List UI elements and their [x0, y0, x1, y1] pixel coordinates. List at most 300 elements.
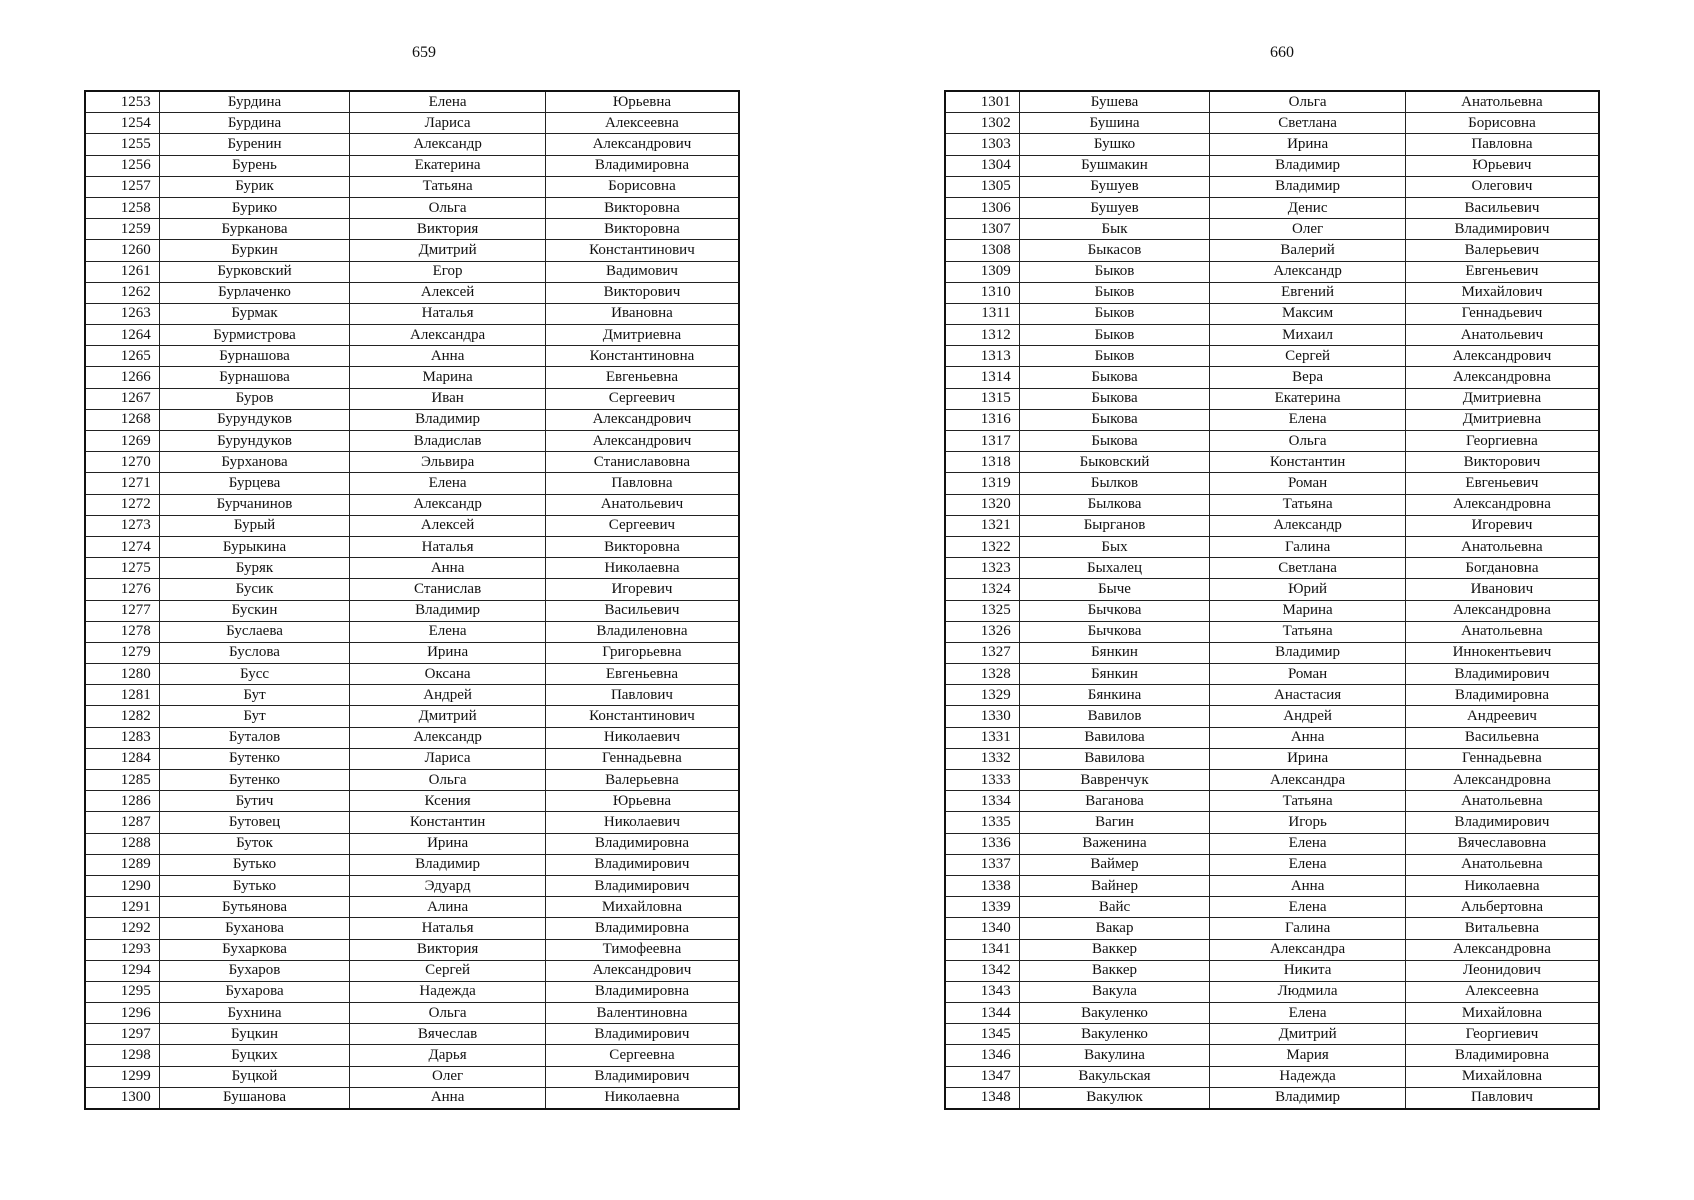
row-number: 1286: [85, 791, 159, 812]
patronymic-cell: Игоревич: [545, 579, 739, 600]
surname-cell: Бурдина: [159, 113, 350, 134]
table-row: [945, 367, 1599, 388]
row-number: 1330: [945, 706, 1019, 727]
surname-cell: Бурундуков: [159, 431, 350, 452]
surname-cell: Быргaнов: [1019, 515, 1210, 536]
row-number: 1337: [945, 854, 1019, 875]
patronymic-cell: Геннадьевна: [1405, 748, 1599, 769]
table-row: [85, 1045, 739, 1066]
table-row: [945, 727, 1599, 748]
table-row: [945, 515, 1599, 536]
patronymic-cell: Тимофеевна: [545, 939, 739, 960]
row-number: 1255: [85, 134, 159, 155]
surname-cell: Буряк: [159, 558, 350, 579]
first-name-cell: Ольга: [350, 1003, 546, 1024]
row-number: 1308: [945, 240, 1019, 261]
first-name-cell: Надежда: [350, 981, 546, 1002]
table-row: [945, 1087, 1599, 1109]
first-name-cell: Светлана: [1210, 113, 1406, 134]
patronymic-cell: Александровна: [1405, 600, 1599, 621]
surname-cell: Буров: [159, 388, 350, 409]
patronymic-cell: Альбертовна: [1405, 897, 1599, 918]
row-number: 1270: [85, 452, 159, 473]
patronymic-cell: Анатольевна: [1405, 791, 1599, 812]
patronymic-cell: Андреевич: [1405, 706, 1599, 727]
surname-cell: Быхалец: [1019, 558, 1210, 579]
table-row: [85, 367, 739, 388]
surname-cell: Бутовец: [159, 812, 350, 833]
row-number: 1321: [945, 515, 1019, 536]
row-number: 1287: [85, 812, 159, 833]
table-row: [85, 854, 739, 875]
patronymic-cell: Александровна: [1405, 939, 1599, 960]
patronymic-cell: Михайловна: [1405, 1066, 1599, 1087]
first-name-cell: Константин: [1210, 452, 1406, 473]
table-row: [85, 642, 739, 663]
row-number: 1325: [945, 600, 1019, 621]
patronymic-cell: Григорьевна: [545, 642, 739, 663]
row-number: 1279: [85, 642, 159, 663]
patronymic-cell: Павловна: [1405, 134, 1599, 155]
table-row: [945, 981, 1599, 1002]
table-row: [85, 134, 739, 155]
row-number: 1317: [945, 431, 1019, 452]
row-number: 1266: [85, 367, 159, 388]
patronymic-cell: Сергеевич: [545, 515, 739, 536]
patronymic-cell: Викторовна: [545, 536, 739, 557]
table-row: [85, 282, 739, 303]
surname-cell: Ваймер: [1019, 854, 1210, 875]
surname-cell: Бурцева: [159, 473, 350, 494]
table-row: [85, 664, 739, 685]
table-row: [945, 91, 1599, 113]
first-name-cell: Анна: [350, 558, 546, 579]
patronymic-cell: Владимирович: [1405, 219, 1599, 240]
surname-cell: Бурдина: [159, 91, 350, 113]
table-row: [85, 981, 739, 1002]
surname-cell: Важенина: [1019, 833, 1210, 854]
patronymic-cell: Михайлович: [1405, 282, 1599, 303]
first-name-cell: Владимир: [1210, 1087, 1406, 1109]
first-name-cell: Александр: [1210, 261, 1406, 282]
row-number: 1332: [945, 748, 1019, 769]
row-number: 1263: [85, 303, 159, 324]
table-row: [85, 918, 739, 939]
patronymic-cell: Юрьевна: [545, 91, 739, 113]
surname-cell: Бурлаченко: [159, 282, 350, 303]
table-row: [945, 897, 1599, 918]
first-name-cell: Александр: [350, 727, 546, 748]
row-number: 1258: [85, 197, 159, 218]
surname-cell: Вакульская: [1019, 1066, 1210, 1087]
table-row: [945, 621, 1599, 642]
first-name-cell: Ирина: [350, 642, 546, 663]
table-row: [85, 770, 739, 791]
table-row: [85, 812, 739, 833]
patronymic-cell: Сергеевич: [545, 388, 739, 409]
patronymic-cell: Вячеславовна: [1405, 833, 1599, 854]
first-name-cell: Ольга: [1210, 431, 1406, 452]
first-name-cell: Екатерина: [350, 155, 546, 176]
surname-cell: Бурый: [159, 515, 350, 536]
row-number: 1272: [85, 494, 159, 515]
surname-cell: Бут: [159, 706, 350, 727]
row-number: 1277: [85, 600, 159, 621]
first-name-cell: Елена: [1210, 833, 1406, 854]
patronymic-cell: Геннадьевна: [545, 748, 739, 769]
surname-cell: Вакулюк: [1019, 1087, 1210, 1109]
row-number: 1253: [85, 91, 159, 113]
surname-cell: Вакуленко: [1019, 1003, 1210, 1024]
surname-cell: Буслаева: [159, 621, 350, 642]
table-row: [945, 918, 1599, 939]
surname-cell: Бянкин: [1019, 664, 1210, 685]
first-name-cell: Владимир: [1210, 176, 1406, 197]
first-name-cell: Анна: [350, 346, 546, 367]
row-number: 1311: [945, 303, 1019, 324]
table-row: [85, 579, 739, 600]
patronymic-cell: Викторович: [1405, 452, 1599, 473]
table-row: [945, 854, 1599, 875]
first-name-cell: Анастасия: [1210, 685, 1406, 706]
first-name-cell: Наталья: [350, 918, 546, 939]
patronymic-cell: Викторовна: [545, 219, 739, 240]
patronymic-cell: Станиславовна: [545, 452, 739, 473]
surname-cell: Буслова: [159, 642, 350, 663]
table-row: [85, 685, 739, 706]
table-row: [85, 303, 739, 324]
first-name-cell: Владимир: [1210, 642, 1406, 663]
row-number: 1346: [945, 1045, 1019, 1066]
surname-cell: Быков: [1019, 303, 1210, 324]
row-number: 1316: [945, 409, 1019, 430]
patronymic-cell: Александрович: [545, 431, 739, 452]
table-row: [85, 558, 739, 579]
surname-cell: Вавилова: [1019, 727, 1210, 748]
surname-cell: Бурыкина: [159, 536, 350, 557]
patronymic-cell: Евгеньевич: [1405, 473, 1599, 494]
surname-cell: Былкова: [1019, 494, 1210, 515]
surname-cell: Бурнашова: [159, 346, 350, 367]
row-number: 1336: [945, 833, 1019, 854]
row-number: 1290: [85, 875, 159, 896]
first-name-cell: Александра: [1210, 770, 1406, 791]
row-number: 1291: [85, 897, 159, 918]
patronymic-cell: Алексеевна: [545, 113, 739, 134]
row-number: 1262: [85, 282, 159, 303]
first-name-cell: Вячеслав: [350, 1024, 546, 1045]
surname-cell: Бутич: [159, 791, 350, 812]
table-row: [945, 197, 1599, 218]
right-page-number: 660: [1270, 44, 1294, 61]
table-row: [945, 664, 1599, 685]
table-row: [945, 303, 1599, 324]
patronymic-cell: Анатольевна: [1405, 854, 1599, 875]
patronymic-cell: Викторович: [545, 282, 739, 303]
row-number: 1285: [85, 770, 159, 791]
table-row: [85, 1024, 739, 1045]
surname-cell: Бушуев: [1019, 197, 1210, 218]
first-name-cell: Дарья: [350, 1045, 546, 1066]
patronymic-cell: Владимировна: [1405, 1045, 1599, 1066]
first-name-cell: Татьяна: [350, 176, 546, 197]
surname-cell: Бушина: [1019, 113, 1210, 134]
row-number: 1259: [85, 219, 159, 240]
patronymic-cell: Владимирович: [1405, 664, 1599, 685]
first-name-cell: Никита: [1210, 960, 1406, 981]
first-name-cell: Елена: [350, 621, 546, 642]
surname-cell: Бусик: [159, 579, 350, 600]
patronymic-cell: Юрьевна: [545, 791, 739, 812]
table-row: [945, 939, 1599, 960]
first-name-cell: Алексей: [350, 515, 546, 536]
first-name-cell: Вера: [1210, 367, 1406, 388]
row-number: 1338: [945, 875, 1019, 896]
table-row: [85, 791, 739, 812]
surname-cell: Быкова: [1019, 409, 1210, 430]
first-name-cell: Андрей: [350, 685, 546, 706]
patronymic-cell: Геннадьевич: [1405, 303, 1599, 324]
table-row: [945, 473, 1599, 494]
patronymic-cell: Игоревич: [1405, 515, 1599, 536]
patronymic-cell: Валерьевна: [545, 770, 739, 791]
patronymic-cell: Евгеньевна: [545, 367, 739, 388]
first-name-cell: Надежда: [1210, 1066, 1406, 1087]
row-number: 1294: [85, 960, 159, 981]
surname-cell: Бычкова: [1019, 621, 1210, 642]
table-row: [945, 113, 1599, 134]
surname-cell: Вайнер: [1019, 875, 1210, 896]
table-row: [945, 642, 1599, 663]
surname-cell: Буханова: [159, 918, 350, 939]
first-name-cell: Владимир: [350, 409, 546, 430]
table-row: [85, 409, 739, 430]
row-number: 1274: [85, 536, 159, 557]
row-number: 1299: [85, 1066, 159, 1087]
table-row: [945, 812, 1599, 833]
patronymic-cell: Владимировна: [545, 918, 739, 939]
first-name-cell: Наталья: [350, 536, 546, 557]
table-row: [85, 219, 739, 240]
first-name-cell: Екатерина: [1210, 388, 1406, 409]
first-name-cell: Станислав: [350, 579, 546, 600]
table-row: [85, 515, 739, 536]
patronymic-cell: Евгеньевич: [1405, 261, 1599, 282]
patronymic-cell: Владимировна: [545, 833, 739, 854]
table-row: [85, 113, 739, 134]
row-number: 1280: [85, 664, 159, 685]
surname-cell: Бурнашова: [159, 367, 350, 388]
patronymic-cell: Павловна: [545, 473, 739, 494]
table-row: [945, 346, 1599, 367]
first-name-cell: Александра: [350, 325, 546, 346]
surname-cell: Былков: [1019, 473, 1210, 494]
patronymic-cell: Дмитриевна: [1405, 409, 1599, 430]
surname-cell: Бухаркова: [159, 939, 350, 960]
row-number: 1296: [85, 1003, 159, 1024]
first-name-cell: Михаил: [1210, 325, 1406, 346]
table-row: [945, 431, 1599, 452]
surname-cell: Бянкина: [1019, 685, 1210, 706]
first-name-cell: Роман: [1210, 473, 1406, 494]
patronymic-cell: Валентиновна: [545, 1003, 739, 1024]
table-row: [945, 791, 1599, 812]
surname-cell: Буталов: [159, 727, 350, 748]
patronymic-cell: Владимировна: [1405, 685, 1599, 706]
first-name-cell: Иван: [350, 388, 546, 409]
table-row: [945, 219, 1599, 240]
row-number: 1305: [945, 176, 1019, 197]
patronymic-cell: Павлович: [545, 685, 739, 706]
row-number: 1288: [85, 833, 159, 854]
right-name-table: [944, 90, 1600, 1110]
surname-cell: Быков: [1019, 261, 1210, 282]
first-name-cell: Галина: [1210, 536, 1406, 557]
patronymic-cell: Васильевна: [1405, 727, 1599, 748]
patronymic-cell: Александрович: [545, 409, 739, 430]
surname-cell: Бухаров: [159, 960, 350, 981]
patronymic-cell: Владимирович: [545, 854, 739, 875]
first-name-cell: Ирина: [1210, 748, 1406, 769]
surname-cell: Бушева: [1019, 91, 1210, 113]
patronymic-cell: Михайловна: [1405, 1003, 1599, 1024]
patronymic-cell: Анатольевич: [1405, 325, 1599, 346]
row-number: 1318: [945, 452, 1019, 473]
surname-cell: Быкова: [1019, 367, 1210, 388]
row-number: 1300: [85, 1087, 159, 1109]
surname-cell: Вакула: [1019, 981, 1210, 1002]
table-row: [85, 1003, 739, 1024]
patronymic-cell: Дмитриевна: [545, 325, 739, 346]
patronymic-cell: Александровна: [1405, 367, 1599, 388]
surname-cell: Буцкин: [159, 1024, 350, 1045]
patronymic-cell: Леонидович: [1405, 960, 1599, 981]
surname-cell: Вакуленко: [1019, 1024, 1210, 1045]
table-row: [945, 579, 1599, 600]
surname-cell: Бухнина: [159, 1003, 350, 1024]
surname-cell: Бурханова: [159, 452, 350, 473]
surname-cell: Бутенко: [159, 770, 350, 791]
row-number: 1303: [945, 134, 1019, 155]
patronymic-cell: Анатольевич: [545, 494, 739, 515]
row-number: 1304: [945, 155, 1019, 176]
surname-cell: Бянкин: [1019, 642, 1210, 663]
table-row: [85, 155, 739, 176]
first-name-cell: Елена: [350, 91, 546, 113]
row-number: 1278: [85, 621, 159, 642]
first-name-cell: Лариса: [350, 748, 546, 769]
first-name-cell: Дмитрий: [1210, 1024, 1406, 1045]
first-name-cell: Олег: [1210, 219, 1406, 240]
table-row: [85, 176, 739, 197]
surname-cell: Быx: [1019, 536, 1210, 557]
table-row: [85, 897, 739, 918]
surname-cell: Ваганова: [1019, 791, 1210, 812]
first-name-cell: Татьяна: [1210, 494, 1406, 515]
patronymic-cell: Васильевич: [545, 600, 739, 621]
row-number: 1312: [945, 325, 1019, 346]
row-number: 1345: [945, 1024, 1019, 1045]
row-number: 1329: [945, 685, 1019, 706]
first-name-cell: Виктория: [350, 939, 546, 960]
first-name-cell: Оксана: [350, 664, 546, 685]
surname-cell: Быков: [1019, 346, 1210, 367]
table-row: [945, 240, 1599, 261]
first-name-cell: Егор: [350, 261, 546, 282]
table-row: [85, 536, 739, 557]
patronymic-cell: Георгиевич: [1405, 1024, 1599, 1045]
first-name-cell: Максим: [1210, 303, 1406, 324]
surname-cell: Бухарова: [159, 981, 350, 1002]
table-row: [945, 282, 1599, 303]
left-page-number: 659: [412, 44, 436, 61]
row-number: 1315: [945, 388, 1019, 409]
table-row: [945, 388, 1599, 409]
patronymic-cell: Иннокентьевич: [1405, 642, 1599, 663]
surname-cell: Буцкой: [159, 1066, 350, 1087]
row-number: 1327: [945, 642, 1019, 663]
table-row: [85, 261, 739, 282]
surname-cell: Буцких: [159, 1045, 350, 1066]
surname-cell: Бутько: [159, 875, 350, 896]
first-name-cell: Владислав: [350, 431, 546, 452]
row-number: 1265: [85, 346, 159, 367]
table-row: [85, 91, 739, 113]
surname-cell: Бускин: [159, 600, 350, 621]
first-name-cell: Светлана: [1210, 558, 1406, 579]
surname-cell: Бурмак: [159, 303, 350, 324]
table-row: [85, 325, 739, 346]
first-name-cell: Елена: [350, 473, 546, 494]
first-name-cell: Андрей: [1210, 706, 1406, 727]
surname-cell: Бурень: [159, 155, 350, 176]
patronymic-cell: Анатольевна: [1405, 536, 1599, 557]
patronymic-cell: Александрович: [1405, 346, 1599, 367]
first-name-cell: Татьяна: [1210, 791, 1406, 812]
patronymic-cell: Борисовна: [1405, 113, 1599, 134]
first-name-cell: Галина: [1210, 918, 1406, 939]
row-number: 1283: [85, 727, 159, 748]
first-name-cell: Марина: [350, 367, 546, 388]
table-row: [945, 1066, 1599, 1087]
table-row: [945, 134, 1599, 155]
row-number: 1348: [945, 1087, 1019, 1109]
surname-cell: Бурмистрова: [159, 325, 350, 346]
surname-cell: Быков: [1019, 325, 1210, 346]
first-name-cell: Елена: [1210, 854, 1406, 875]
row-number: 1335: [945, 812, 1019, 833]
patronymic-cell: Владимирович: [1405, 812, 1599, 833]
row-number: 1293: [85, 939, 159, 960]
row-number: 1322: [945, 536, 1019, 557]
surname-cell: Вавилов: [1019, 706, 1210, 727]
table-row: [945, 770, 1599, 791]
table-row: [85, 473, 739, 494]
patronymic-cell: Николаевич: [545, 727, 739, 748]
patronymic-cell: Александровна: [1405, 494, 1599, 515]
patronymic-cell: Владимировна: [545, 981, 739, 1002]
patronymic-cell: Владимирович: [545, 875, 739, 896]
surname-cell: Бык: [1019, 219, 1210, 240]
patronymic-cell: Анатольевна: [1405, 621, 1599, 642]
row-number: 1276: [85, 579, 159, 600]
table-row: [85, 939, 739, 960]
patronymic-cell: Георгиевна: [1405, 431, 1599, 452]
row-number: 1292: [85, 918, 159, 939]
table-row: [945, 176, 1599, 197]
patronymic-cell: Николаевич: [545, 812, 739, 833]
patronymic-cell: Сергеевна: [545, 1045, 739, 1066]
